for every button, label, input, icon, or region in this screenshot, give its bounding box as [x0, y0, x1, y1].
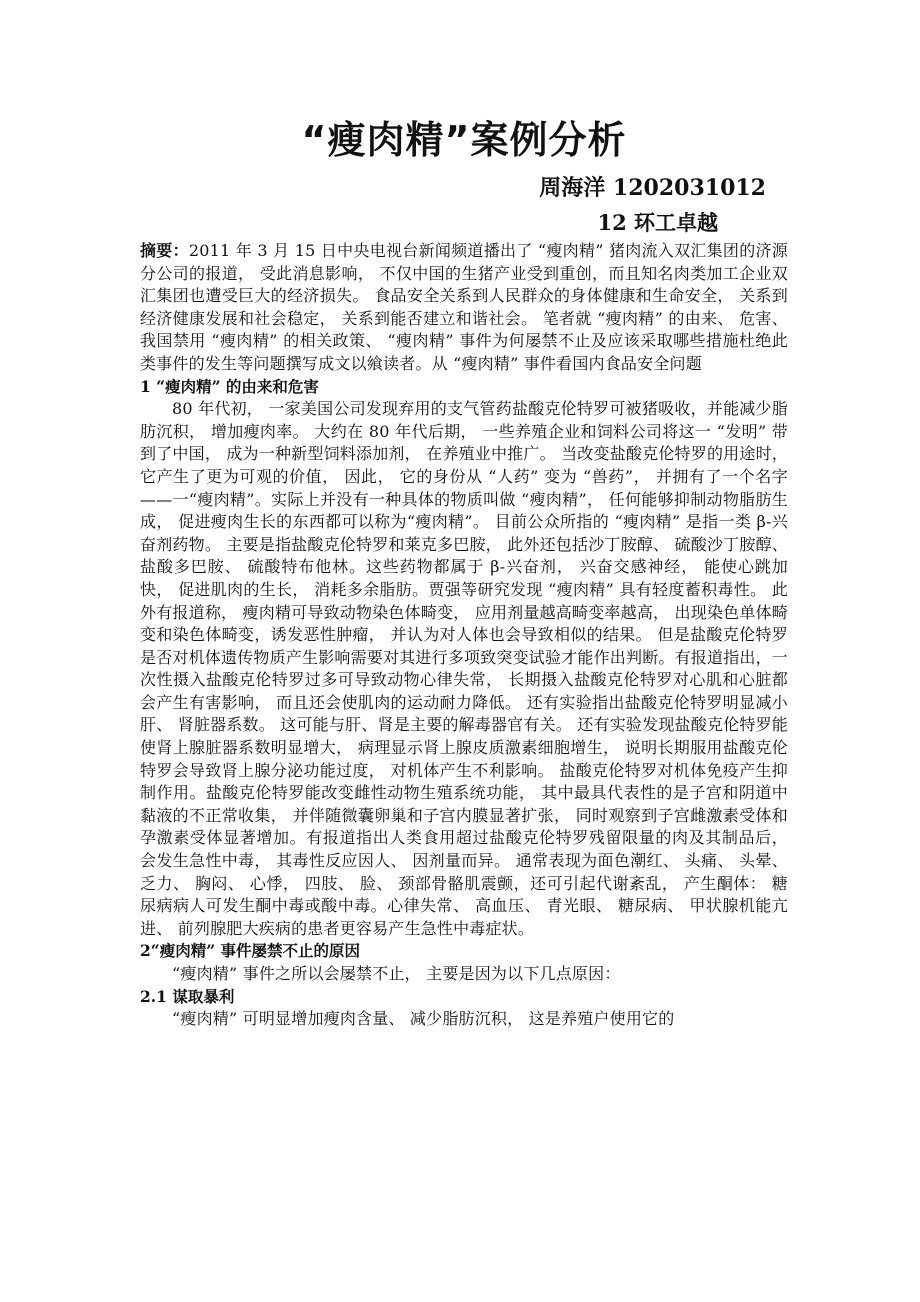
- section-1-paragraph: 80 年代初， 一家美国公司发现弃用的支气管药盐酸克伦特罗可被猪吸收，并能减少脂肪沉积， 增加瘦肉率。 大约在 80 年代后期， 一些养殖企业和饲料公司将这一 “发明” 带到了中国， 成为一种新型饲料添加剂， 在养殖业中推广。 当改变盐酸克伦特罗的用途时， 它产生了更为可观的价值， 因此， 它的身份从 “人药” 变为 “兽药”， 并拥有了一个名字——一“瘦肉精”。实际上并没有一种具体的物质叫做 “瘦肉精”， 任何能够抑制动物脂肪生成， 促进瘦肉生长的东西都可以称为“瘦肉精”。 目前公众所指的 “瘦肉精” 是指一类 β-兴奋剂药物。 主要是指盐酸克伦特罗和莱克多巴胺， 此外还包括沙丁胺醇、 硫酸沙丁胺醇、 盐酸多巴胺、 硫酸特布他林。这些药物都属于 β-兴奋剂， 兴奋交感神经， 能使心跳加快， 促进肌肉的生长， 消耗多余脂肪。贾强等研究发现 “瘦肉精” 具有轻度蓄积毒性。 此外有报道称， 瘦肉精可导致动物染色体畸变， 应用剂量越高畸变率越高， 出现染色单体畸变和染色体畸变，诱发恶性肿瘤， 并认为对人体也会导致相似的结果。 但是盐酸克伦特罗是否对机体遗传物质产生影响需要对其进行多项致突变试验才能作出判断。有报道指出，一次性摄入盐酸克伦特罗过多可导致动物心律失常， 长期摄入盐酸克伦特罗对心肌和心脏都会产生有害影响， 而且还会使肌肉的运动耐力降低。 还有实验指出盐酸克伦特罗明显减小肝、 肾脏器系数。 这可能与肝、肾是主要的解毒器官有关。 还有实验发现盐酸克伦特罗能使肾上腺脏器系数明显增大， 病理显示肾上腺皮质激素细胞增生， 说明长期服用盐酸克伦特罗会导致肾上腺分泌功能过度， 对机体产生不利影响。 盐酸克伦特罗对机体免疫产生抑制作用。盐酸克伦特罗能改变雌性动物生殖系统功能， 其中最具代表性的是子宫和阴道中黏液的不正常收集， 并伴随微囊卵巢和子宫内膜显著扩张， 同时观察到子宫雌激素受体和孕激素受体显著增加。有报道指出人类食用超过盐酸克伦特罗残留限量的肉及其制品后， 会发生急性中毒， 其毒性反应因人、 因剂量而异。 通常表现为面色潮红、 头痛、 头晕、 乏力、 胸闷、 心悸， 四肢、 脸、 颈部骨骼肌震颤，还可引起代谢紊乱， 产生酮体： 糖尿病病人可发生酮中毒或酸中毒。心律失常、 高血压、 青光眼、 糖尿病、 甲状腺机能亢进、 前列腺肥大疾病的患者更容易产生急性中毒症状。: [140, 399, 789, 938]
- section-1-heading: 1 “瘦肉精” 的由来和危害: [140, 376, 319, 396]
- section-2-1-paragraph: “瘦肉精” 可明显增加瘦肉含量、 减少脂肪沉积， 这是养殖户使用它的: [172, 1009, 675, 1029]
- section-2-heading: 2“瘦肉精” 事件屡禁不止的原因: [140, 941, 361, 961]
- section-2-paragraph: “瘦肉精” 事件之所以会屡禁不止， 主要是因为以下几点原因：: [172, 964, 621, 983]
- abstract-text: 2011 年 3 月 15 日中央电视台新闻频道播出了 “瘦肉精” 猪肉流入双汇集团的济源分公司的报道， 受此消息影响， 不仅中国的生猪产业受到重创，而且知名肉类加工企业双汇集团也遭受巨大的经济损失。 食品安全关系到人民群众的身体健康和生命安全， 关系到经济健康发展和社会稳定， 关系到能否建立和谐社会。 笔者就 “瘦肉精” 的由来、 危害、 我国禁用 “瘦肉精” 的相关政策、 “瘦肉精” 事件为何屡禁不止及应该采取哪些措施杜绝此类事件的发生等问题撰写成文以飨读者。从 “瘦肉精” 事件看国内食品安全问题: [140, 241, 788, 373]
- class-line: 12 环工卓越: [597, 210, 718, 235]
- document-title: “瘦肉精”案例分析: [301, 118, 627, 162]
- section-2-1-heading: 2.1 谋取暴利: [140, 986, 235, 1006]
- author-line: 周海洋 1202031012: [539, 175, 766, 201]
- abstract-paragraph: [140, 240, 788, 376]
- document-page: [140, 110, 788, 1031]
- abstract-label: 摘要：: [140, 241, 189, 260]
